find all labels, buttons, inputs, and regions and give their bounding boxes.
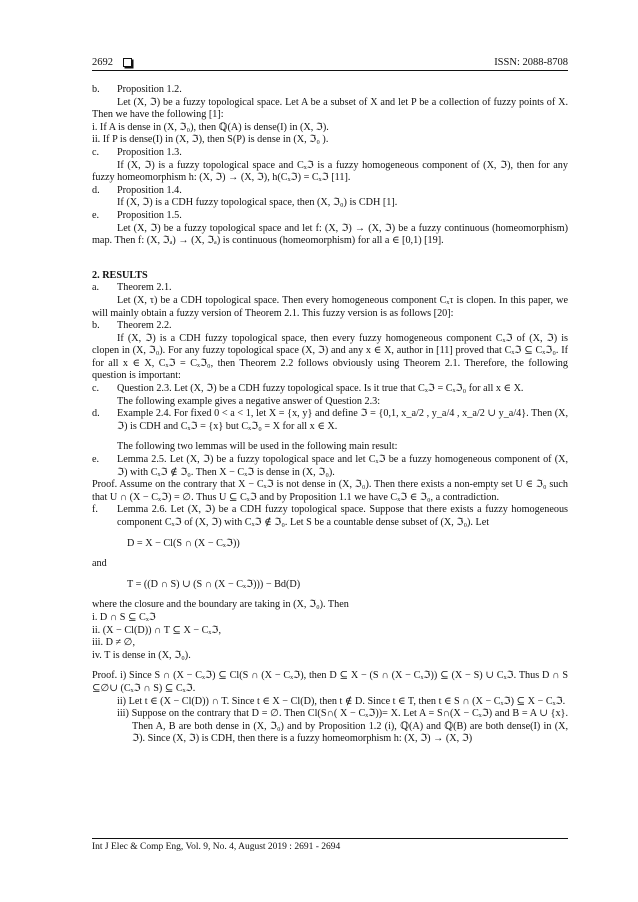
where-text: where the closure and the boundary are taking in (X, ℑ₀). Then — [92, 599, 349, 611]
lemma-item-iv: iv. T is dense in (X, ℑ₀). — [92, 649, 191, 661]
lemma-2-5: e. Lemma 2.5. Let (X, ℑ) be a fuzzy topological space and let Cₓℑ be a fuzzy homogeneous component of (X, ℑ) with Cₓℑ ∉ ℑ₀. Then X − Cₓℑ is dense in (X, ℑ₀). — [92, 454, 568, 478]
prop-1-3-text: If (X, ℑ) is a fuzzy topological space and Cₓℑ is a fuzzy homogeneous component of (X, ℑ), then for any fuzzy homeomorphism h: (X, ℑ) → (X, ℑ), h(Cₓℑ) = Cₓℑ [11]. — [92, 159, 568, 184]
proof-iii: iii) Suppose on the contrary that D = ∅. Then Cl(S∩( X − Cₓℑ))= X. Let A = S∩(X − Cₓℑ) and B = A ∪ {x}. Then A, B are both dense in (X, ℑ₀) and by Proposition 1.2 (i), ℚ(A) and ℚ(B) are both dense(I) in (X, ℑ). Since (X, ℑ) is CDH, then there is a fuzzy homeomorphism h: (X, ℑ) → (X, ℑ) — [117, 708, 568, 745]
prop-1-5: e. Proposition 1.5. — [92, 209, 182, 221]
lemma-item-i: i. D ∩ S ⊆ Cₓℑ — [92, 611, 156, 623]
prop-1-2-ii: ii. If P is dense(I) in (X, ℑ), then S(P) is dense in (X, ℑ₀ ). — [92, 134, 329, 146]
thm-2-2: b. Theorem 2.2. — [92, 320, 172, 332]
prop-1-3: c. Proposition 1.3. — [92, 146, 182, 158]
proof-ii: ii) Let t ∈ (X − Cl(D)) ∩ T. Since t ∈ X − Cl(D), then t ∉ D. Since t ∈ T, then t ∈ S ∩ (X − Cₓℑ) ⊆ X − Cₓℑ. — [117, 695, 566, 707]
page-header — [92, 52, 568, 72]
square-bullet-icon — [123, 58, 132, 67]
lemma-item-iii: iii. D ≠ ∅, — [92, 637, 136, 649]
proof-i: Proof. i) Since S ∩ (X − Cₓℑ) ⊆ Cl(S ∩ (X − Cₓℑ), then D ⊆ X − (S ∩ (X − Cₓℑ)) ⊆ (X − S) ∪ Cₓℑ. Thus D ∩ S ⊆∅∪ (Cₓℑ ∩ S) ⊆ Cₓℑ. — [92, 670, 568, 694]
lemma-2-6: f. Lemma 2.6. Let (X, ℑ) be a CDH fuzzy topological space. Suppose that there exists a fuzzy homogeneous component Cₓℑ of (X, ℑ) with Cₓℑ ∉ ℑ₀. Let S be a countable dense subset of (X, ℑ₀). Let — [92, 504, 568, 528]
prop-1-4: d. Proposition 1.4. — [92, 184, 182, 196]
thm-2-1: a. Theorem 2.1. — [92, 282, 172, 294]
prop-1-2: b. Proposition 1.2. — [92, 84, 182, 95]
issn: ISSN: 2088-8708 — [494, 56, 568, 68]
thm-2-2-text: If (X, ℑ) is a CDH fuzzy topological space, then every fuzzy homogeneous component Cₓℑ of (X, ℑ) is clopen in (X, ℑ₀). For any fuzzy topological space (X, ℑ) and any x ∈ X, author in [11] proved that Cₓℑ ⊆ Cₓℑ₀. If for all x ∈ X, Cₓℑ = Cₓℑ₀, then Theorem 2.2 follows obviously using Theorem 2.1. Therefore, the following question is important: — [92, 332, 568, 382]
question-2-3-followup: The following example gives a negative answer of Question 2.3: — [117, 395, 381, 407]
page-footer: Int J Elec & Comp Eng, Vol. 9, No. 4, August 2019 : 2691 - 2694 — [92, 842, 341, 852]
thm-2-1-text: Let (X, τ) be a CDH topological space. Then every homogeneous component Cₓτ is clopen. In this paper, we will mainly obtain a fuzzy version of Theorem 2.1. This fuzzy version is as follows [20]: — [92, 294, 568, 319]
section-heading: 2. RESULTS — [92, 269, 148, 281]
question-2-3: c. Question 2.3. Let (X, ℑ) be a CDH fuzzy topological space. Is it true that Cₓℑ = Cₓℑ₀ for all x ∈ X. — [92, 383, 524, 395]
page-body — [92, 84, 568, 746]
lemmas-intro: The following two lemmas will be used in the following main result: — [117, 441, 398, 453]
equation-d: D = X − Cl(S ∩ (X − Cₓℑ)) — [127, 537, 240, 549]
example-2-4: d. Example 2.4. For fixed 0 < a < 1, let X = {x, y} and define ℑ = {0,1, x_a/2 , y_a/4 , x_a/2 ∪ y_a/4}. Then (X, ℑ) is CDH and Cₓℑ = {x} but Cₓℑ₀ = X for all x ∈ X. — [92, 408, 568, 432]
page-number: 2692 — [92, 56, 113, 68]
footer-rule — [92, 838, 568, 839]
header-rule — [92, 70, 568, 71]
lemma-2-5-proof: Proof. Assume on the contrary that X − Cₓℑ is not dense in (X, ℑ₀). Then there exists a non-empty set U ∈ ℑ₀ such that U ∩ (X − Cₓℑ) = ∅. Thus U ⊆ Cₓℑ and by Proposition 1.1 we have Cₓℑ ∈ ℑ₀, a contradiction. — [92, 479, 568, 503]
prop-1-2-i: i. If A is dense in (X, ℑ₀), then ℚ(A) is dense(I) in (X, ℑ). — [92, 121, 329, 133]
equation-t: T = ((D ∩ S) ∪ (S ∩ (X − Cₓℑ))) − Bd(D) — [127, 578, 301, 590]
and-text: and — [92, 558, 107, 570]
lemma-item-ii: ii. (X − Cl(D)) ∩ T ⊆ X − Cₓℑ, — [92, 624, 222, 636]
prop-1-2-text: Let (X, ℑ) be a fuzzy topological space. Let A be a subset of X and let P be a collection of fuzzy points of X. Then we have the following [1]: — [92, 96, 568, 121]
prop-1-5-text: Let (X, ℑ) be a fuzzy topological space and let f: (X, ℑ) → (X, ℑ) be a fuzzy continuous (homeomorphism) map. Then f: (X, ℑₐ) → (X, ℑₐ) is continuous (homeomorphism) for all a ∈ [0,1) [19]. — [92, 222, 568, 247]
prop-1-4-text: If (X, ℑ) is a CDH fuzzy topological space, then (X, ℑ₀) is CDH [1]. — [117, 197, 398, 209]
